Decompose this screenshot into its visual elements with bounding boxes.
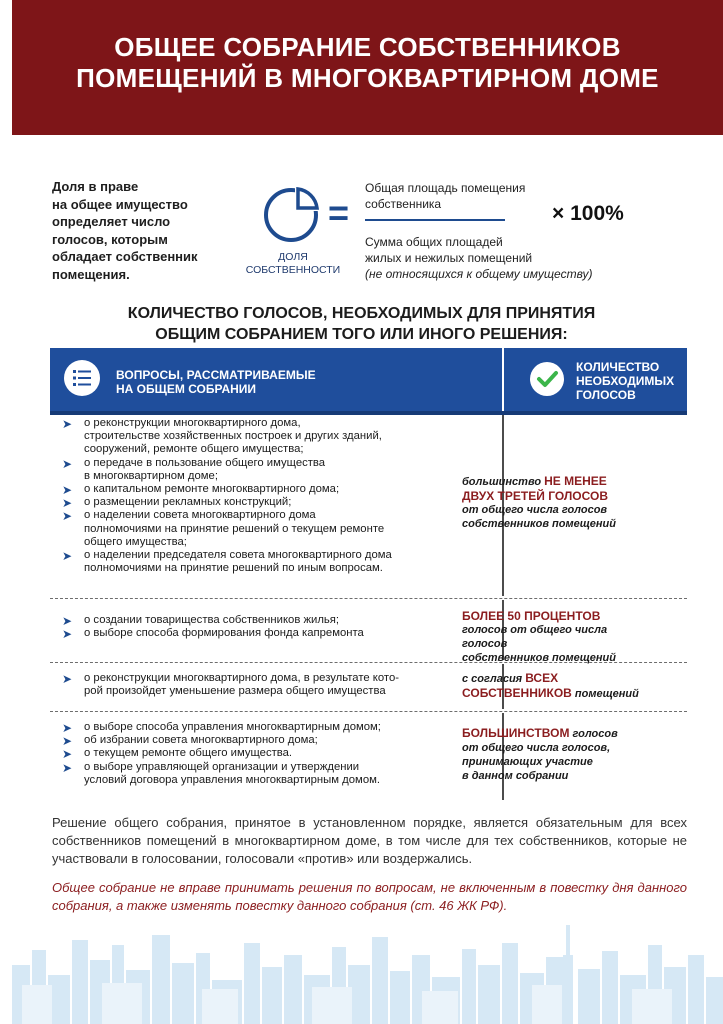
answer-text: собственников помещений bbox=[462, 652, 616, 664]
required-votes bbox=[462, 474, 642, 531]
column-header-line: КОЛИЧЕСТВО bbox=[576, 360, 660, 374]
column-header-line: ГОЛОСОВ bbox=[576, 388, 636, 402]
column-header-line: НА ОБЩЕМ СОБРАНИИ bbox=[116, 382, 257, 396]
list-item: ➤ о передаче в пользование общего имущества в многоквартирном доме; bbox=[62, 456, 326, 482]
votes-title-line: ОБЩИМ СОБРАНИЕМ ТОГО ИЛИ ИНОГО РЕШЕНИЯ: bbox=[155, 326, 568, 343]
votes-title-line: КОЛИЧЕСТВО ГОЛОСОВ, НЕОБХОДИМЫХ ДЛЯ ПРИНЯТИЯ bbox=[127, 305, 596, 322]
fraction-numerator bbox=[365, 180, 555, 212]
question-list bbox=[60, 417, 485, 575]
list-item: ➤ о наделении совета многоквартирного дома полномочиями на принятие решений о текущем ремонте общего имущества; bbox=[62, 509, 385, 548]
table-row bbox=[50, 600, 687, 664]
arrow-icon: ➤ bbox=[62, 760, 73, 775]
votes-section-title bbox=[0, 303, 723, 345]
answer-text: большинство bbox=[462, 476, 545, 488]
required-votes bbox=[462, 671, 662, 701]
share-text-line: на общее имущество bbox=[52, 196, 188, 212]
list-item: ➤ о размещении рекламных конструкций; bbox=[62, 496, 292, 511]
list-item: ➤ о наделении председателя совета многоквартирного дома полномочиями на принятие решений по иным вопросам. bbox=[62, 549, 392, 575]
footer-text: Решение общего собрания, принятое в установленном порядке, является обязательным для всех собственников помещений в многоквартирном доме, в том числе для тех собственников, которые не участвовали в голосовании, голосовали «против» или воздержались. bbox=[52, 815, 687, 866]
list-item: ➤ о текущем ремонте общего имущества. bbox=[62, 747, 293, 762]
list-item: ➤ о выборе способа управления многоквартирным домом; bbox=[62, 721, 381, 735]
answer-text: принимающих участие bbox=[462, 756, 593, 768]
header-divider bbox=[502, 348, 504, 411]
fraction-line bbox=[365, 219, 505, 221]
multiplier: × 100% bbox=[552, 202, 624, 225]
arrow-icon: ➤ bbox=[62, 734, 73, 749]
answer-text: от общего числа голосов bbox=[462, 504, 608, 516]
answer-highlight: ДВУХ ТРЕТЕЙ ГОЛОСОВ bbox=[462, 489, 608, 503]
required-votes bbox=[462, 609, 642, 665]
arrow-icon: ➤ bbox=[62, 483, 73, 498]
footer-note: Общее собрание не вправе принимать решения по вопросам, не включенным в повестку дня данного собрания, а также изменять повестку данного собрания (ст. 46 ЖК РФ). bbox=[52, 880, 687, 913]
column-header-questions bbox=[116, 368, 416, 396]
answer-highlight: ВСЕХ bbox=[525, 671, 559, 685]
answer-text: от общего числа голосов, bbox=[462, 742, 611, 754]
numerator-line: собственника bbox=[365, 197, 442, 211]
required-votes bbox=[462, 726, 642, 783]
arrow-icon: ➤ bbox=[62, 614, 73, 628]
answer-text: помещений bbox=[571, 688, 639, 700]
column-header-line: НЕОБХОДИМЫХ bbox=[576, 374, 675, 388]
table-row bbox=[50, 415, 687, 596]
share-label-line-1: ДОЛЯ bbox=[278, 251, 308, 263]
question-list bbox=[60, 721, 485, 787]
denominator-line: Сумма общих площадей bbox=[365, 235, 503, 249]
share-text-line: обладает собственник bbox=[52, 249, 198, 264]
arrow-icon: ➤ bbox=[62, 417, 73, 431]
table-row bbox=[50, 664, 687, 709]
list-item: ➤ о выборе способа формирования фонда капремонта bbox=[62, 627, 364, 642]
share-label-line-2: СОБСТВЕННОСТИ bbox=[245, 264, 341, 276]
denominator-line: жилых и нежилых помещений bbox=[365, 251, 533, 265]
question-list bbox=[60, 672, 485, 698]
arrow-icon: ➤ bbox=[62, 509, 73, 524]
question-list bbox=[60, 614, 485, 640]
answer-text: голосов bbox=[569, 728, 618, 740]
answer-text: в данном собрании bbox=[462, 770, 569, 782]
answer-highlight: СОБСТВЕННИКОВ bbox=[462, 686, 572, 700]
answer-text: с согласия bbox=[462, 673, 526, 685]
column-header-votes bbox=[576, 360, 681, 402]
arrow-icon: ➤ bbox=[62, 747, 73, 762]
arrow-icon: ➤ bbox=[62, 456, 73, 471]
share-text-line: голосов, которым bbox=[52, 231, 168, 247]
answer-text: собственников помещений bbox=[462, 518, 616, 530]
share-description bbox=[52, 178, 232, 283]
arrow-icon: ➤ bbox=[62, 627, 73, 642]
title-line-1: ОБЩЕЕ СОБРАНИЕ СОБСТВЕННИКОВ bbox=[114, 32, 621, 62]
list-item: ➤ о реконструкции многоквартирного дома, в результате кото- рой произойдет уменьшение размера общего имущества bbox=[62, 672, 399, 698]
share-text-line: определяет число bbox=[52, 214, 171, 229]
checkmark-icon bbox=[530, 362, 564, 396]
list-item: ➤ об избрании совета многоквартирного дома; bbox=[62, 734, 318, 749]
header-banner bbox=[12, 0, 723, 135]
numerator-line: Общая площадь помещения bbox=[365, 181, 526, 195]
answer-highlight: БОЛЬШИНСТВОМ bbox=[462, 726, 570, 740]
table-row bbox=[50, 713, 687, 800]
answer-highlight: БОЛЕЕ 50 ПРОЦЕНТОВ bbox=[462, 609, 601, 623]
page-title bbox=[12, 32, 723, 94]
arrow-icon: ➤ bbox=[62, 549, 73, 564]
arrow-icon: ➤ bbox=[62, 672, 73, 686]
list-icon bbox=[64, 360, 100, 396]
fraction-denominator bbox=[365, 234, 615, 282]
arrow-icon: ➤ bbox=[62, 721, 73, 735]
list-item: ➤ о реконструкции многоквартирного дома, строительстве хозяйственных построек и других зданий, сооружений, ремонте общего имущества; bbox=[62, 417, 382, 456]
column-header-line: ВОПРОСЫ, РАССМАТРИВАЕМЫЕ bbox=[116, 368, 316, 382]
answer-text: голосов от общего числа голосов bbox=[462, 624, 608, 650]
title-line-2: ПОМЕЩЕНИЙ В МНОГОКВАРТИРНОМ ДОМЕ bbox=[76, 63, 659, 93]
share-label bbox=[238, 251, 348, 277]
arrow-icon: ➤ bbox=[62, 496, 73, 511]
answer-highlight: НЕ МЕНЕЕ bbox=[544, 474, 607, 488]
list-item: ➤ о капитальном ремонте многоквартирного дома; bbox=[62, 483, 340, 498]
list-item: ➤ о выборе управляющей организации и утверждении условий договора управления многоквартирным домом. bbox=[62, 760, 381, 786]
share-text-line: помещения. bbox=[52, 266, 130, 282]
pie-chart-icon bbox=[263, 185, 323, 245]
equals-sign: = bbox=[328, 192, 350, 233]
denominator-note: (не относящихся к общему имуществу) bbox=[365, 267, 593, 281]
table-header bbox=[50, 348, 687, 415]
city-skyline-icon bbox=[12, 925, 723, 1024]
share-text-line: Доля в праве bbox=[52, 179, 139, 194]
list-item: ➤ о создании товарищества собственников жилья; bbox=[62, 614, 340, 628]
